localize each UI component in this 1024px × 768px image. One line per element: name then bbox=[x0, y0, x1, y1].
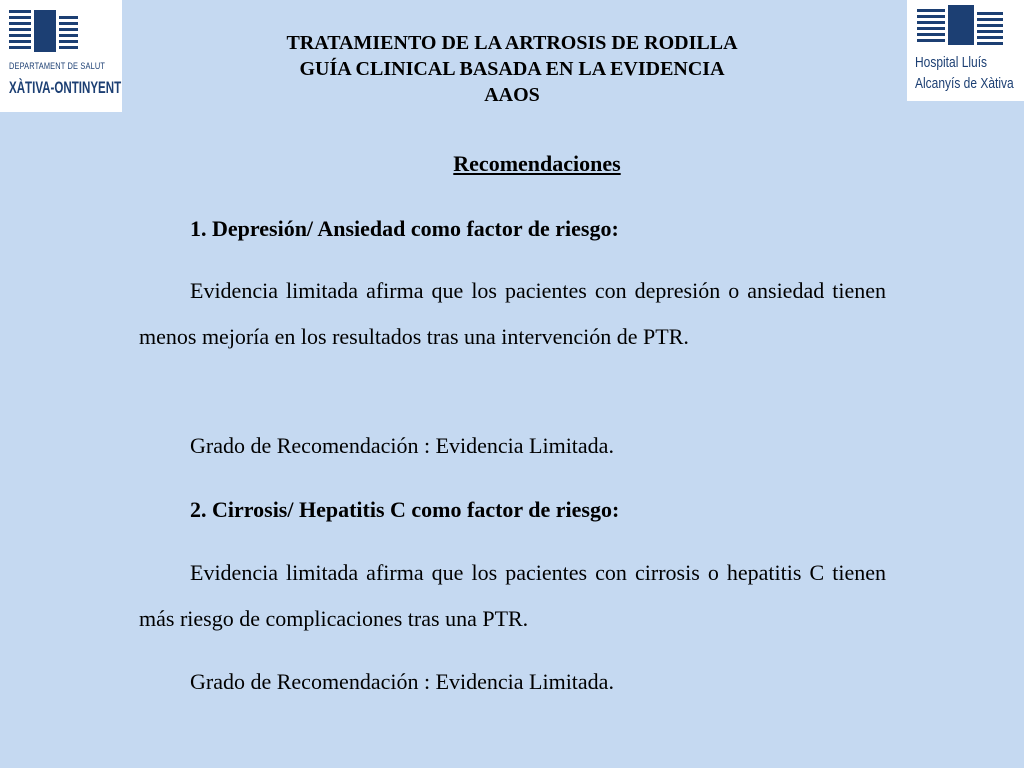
hospital-logo-line2: Alcanyís de Xàtiva bbox=[915, 75, 1014, 92]
header-subtitle: GUÍA CLINICAL BASADA EN LA EVIDENCIA bbox=[299, 58, 725, 80]
header-title: TRATAMIENTO DE LA ARTROSIS DE RODILLA bbox=[286, 32, 738, 54]
section-title: Recomendaciones bbox=[453, 151, 621, 176]
department-logo-line1: DEPARTAMENT DE SALUT bbox=[9, 61, 106, 72]
slide-header bbox=[200, 30, 824, 108]
item-2-grade: Grado de Recomendación : Evidencia Limitada. bbox=[190, 669, 614, 694]
item-1-text: Evidencia limitada afirma que los pacientes con depresión o ansiedad tienen menos mejoría en los resultados tras una intervención de PTR. bbox=[139, 278, 886, 349]
header-source: AAOS bbox=[484, 84, 540, 106]
item-2-heading: 2. Cirrosis/ Hepatitis C como factor de riesgo: bbox=[190, 497, 620, 522]
item-2-text: Evidencia limitada afirma que los pacientes con cirrosis o hepatitis C tienen más riesgo de complicaciones tras una PTR. bbox=[139, 560, 886, 631]
hospital-logo-line1: Hospital Lluís bbox=[915, 54, 988, 71]
item-1-grade: Grado de Recomendación : Evidencia Limitada. bbox=[190, 433, 614, 458]
item-1-heading: 1. Depresión/ Ansiedad como factor de riesgo: bbox=[190, 216, 619, 241]
department-logo-line2: XÀTIVA-ONTINYENT bbox=[9, 78, 122, 97]
